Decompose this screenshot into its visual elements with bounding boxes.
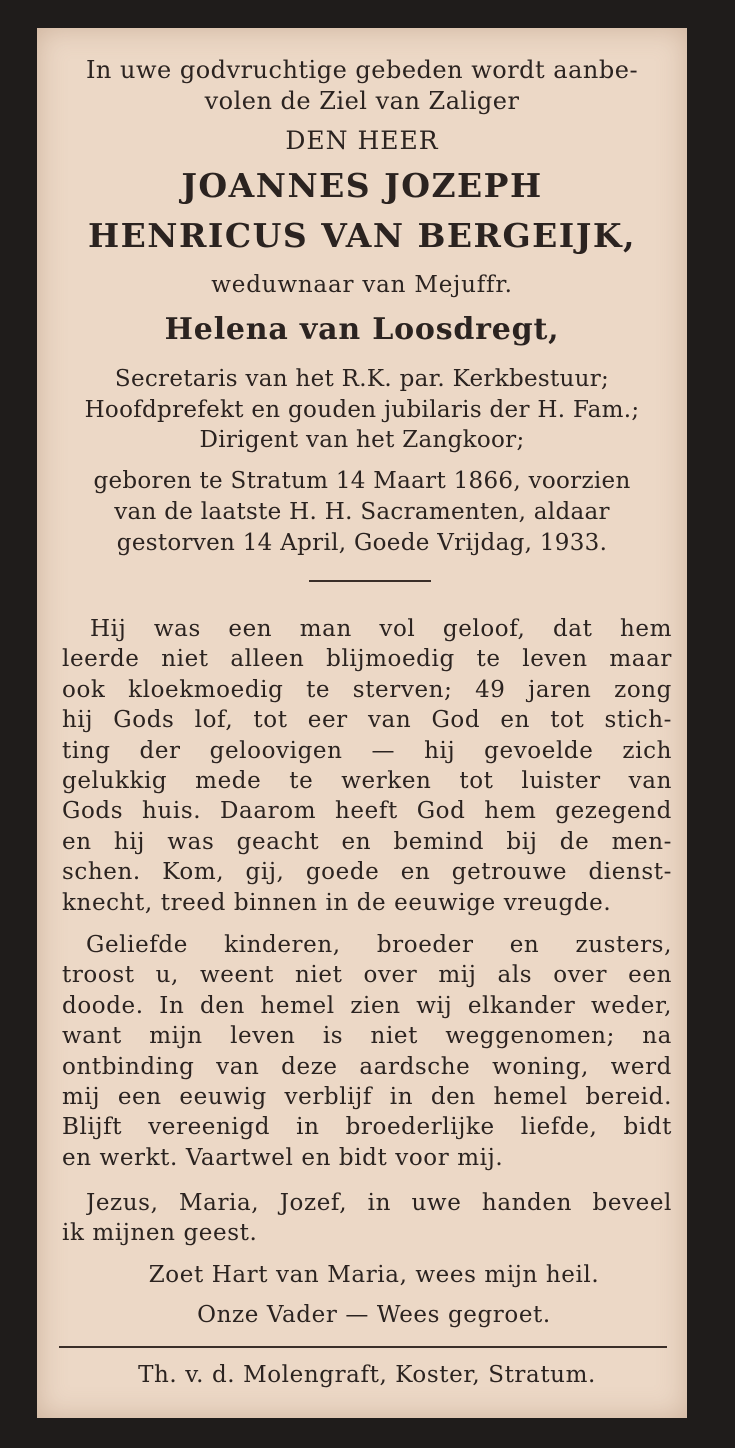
intro-line-1: In uwe godvruchtige gebeden wordt aanbe- bbox=[85, 56, 639, 84]
paragraph-line: Hij was een man vol geloof, dat hem bbox=[90, 616, 672, 642]
role-line: Dirigent van het Zangkoor; bbox=[199, 427, 525, 453]
paragraph-line: ontbinding van deze aardsche woning, werd bbox=[62, 1053, 672, 1080]
paragraph-line: en hij was geacht en bemind bij de men- bbox=[62, 828, 672, 855]
paragraph-line: Blijft vereenigd in broederlijke liefde, bidt bbox=[62, 1114, 672, 1141]
paragraph-line: leerde niet alleen blijmoedig te leven maar bbox=[62, 646, 672, 673]
paragraph-line: hij Gods lof, tot eer van God en tot stich- bbox=[62, 707, 672, 734]
paragraph-line: ook kloekmoedig te sterven; 49 jaren zong bbox=[62, 676, 672, 703]
life-line: geboren te Stratum 14 Maart 1866, voorzien bbox=[93, 468, 631, 494]
life-line: van de laatste H. H. Sacramenten, aldaar bbox=[114, 499, 610, 525]
spouse-name: Helena van Loosdregt, bbox=[164, 312, 560, 347]
prayer-line-2: Onze Vader — Wees gegroet. bbox=[197, 1302, 551, 1328]
paragraph-line: knecht, treed binnen in de eeuwige vreugde. bbox=[62, 889, 612, 916]
deceased-name-line-2: HENRICUS VAN BERGEIJK, bbox=[87, 216, 637, 255]
prayer-line-1: Zoet Hart van Maria, wees mijn heil. bbox=[148, 1262, 600, 1288]
intro-line-2: volen de Ziel van Zaliger bbox=[204, 87, 520, 115]
deceased-name-line-1: JOANNES JOZEPH bbox=[181, 166, 543, 205]
paragraph-line: ik mijnen geest. bbox=[62, 1220, 258, 1247]
card-paper bbox=[37, 28, 687, 1418]
printer-credit: Th. v. d. Molengraft, Koster, Stratum. bbox=[138, 1362, 596, 1388]
paragraph-line: Gods huis. Daarom heeft God hem gezegend bbox=[62, 798, 672, 825]
role-line: Secretaris van het R.K. par. Kerkbestuur; bbox=[114, 366, 610, 392]
paragraph-line: Geliefde kinderen, broeder en zusters, bbox=[86, 932, 672, 958]
life-line: gestorven 14 April, Goede Vrijdag, 1933. bbox=[116, 530, 608, 556]
widower-line: weduwnaar van Mejuffr. bbox=[211, 272, 513, 298]
paragraph-line: gelukkig mede te werken tot luister van bbox=[62, 768, 672, 794]
divider bbox=[309, 580, 431, 582]
paragraph-line: schen. Kom, gij, goede en getrouwe dienst- bbox=[62, 859, 672, 886]
role-line: Hoofdprefekt en gouden jubilaris der H. Fam.; bbox=[84, 397, 640, 423]
paragraph-line: mij een eeuwig verblijf in den hemel bereid. bbox=[62, 1084, 672, 1110]
paragraph-line: ting der geloovigen — hij gevoelde zich bbox=[62, 737, 672, 764]
footer-rule bbox=[59, 1346, 667, 1348]
title-den-heer: DEN HEER bbox=[285, 126, 439, 155]
paragraph-line: doode. In den hemel zien wij elkander weder, bbox=[62, 992, 672, 1019]
paragraph-line: en werkt. Vaartwel en bidt voor mij. bbox=[62, 1144, 504, 1171]
paragraph-line: troost u, weent niet over mij als over een bbox=[62, 962, 672, 989]
paragraph-line: want mijn leven is niet weggenomen; na bbox=[62, 1023, 672, 1050]
paragraph-line: Jezus, Maria, Jozef, in uwe handen beveel bbox=[86, 1190, 672, 1216]
